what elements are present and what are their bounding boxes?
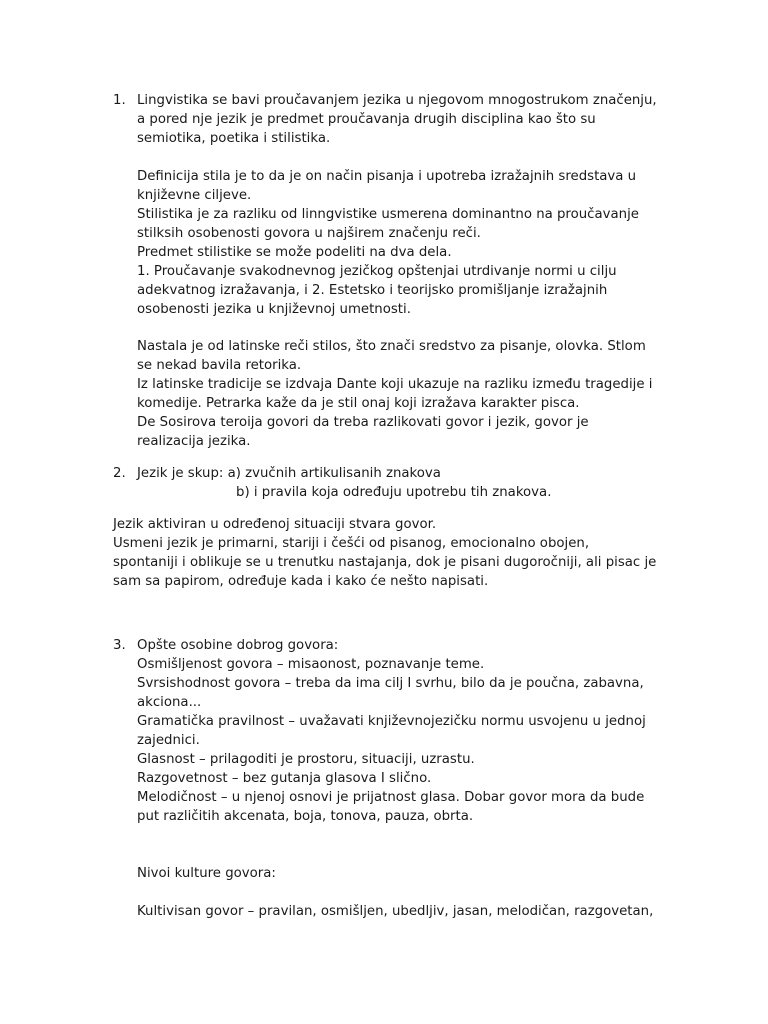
text-line: Svrsishodnost govora – treba da ima cilj I svrhu, bilo da je poučna, zabavna,: [137, 676, 644, 691]
list-number-3: 3.: [113, 638, 126, 653]
text-line: Lingvistika se bavi proučavanjem jezika u njegovom mnogostrukom značenju,: [137, 93, 657, 108]
text-line: stilksih osobenosti govora u najširem značenju reči.: [137, 226, 481, 241]
list-number-2: 2.: [113, 466, 126, 481]
text-line: adekvatnog izražavanja, i 2. Estetsko i teorijsko promišljanje izražajnih: [137, 283, 608, 298]
text-line: osobenosti jezika u književnoj umetnosti.: [137, 302, 411, 317]
text-line: komedije. Petrarka kaže da je stil onaj koji izražava karakter pisca.: [137, 396, 580, 411]
text-line: Opšte osobine dobrog govora:: [137, 638, 339, 653]
text-line: književne ciljeve.: [137, 188, 252, 203]
section-heading: Nivoi kulture govora:: [137, 866, 276, 881]
text-line: se nekad bavila retorika.: [137, 358, 302, 373]
text-line: sam sa papirom, određuje kada i kako će nešto napisati.: [113, 574, 489, 589]
text-line: Predmet stilistike se može podeliti na dva dela.: [137, 245, 452, 260]
text-line: b) i pravila koja određuju upotrebu tih znakova.: [236, 485, 552, 500]
text-line: Definicija stila je to da je on način pisanja i upotreba izražajnih sredstava u: [137, 169, 637, 184]
text-line: Glasnost – prilagoditi je prostoru, situaciji, uzrastu.: [137, 752, 475, 767]
text-line: Gramatička pravilnost – uvažavati književnojezičku normu usvojenu u jednoj: [137, 714, 646, 729]
text-line: Iz latinske tradicije se izdvaja Dante koji ukazuje na razliku između tragedije i: [137, 377, 653, 392]
text-line: Usmeni jezik je primarni, stariji i češći od pisanog, emocionalno obojen,: [113, 536, 590, 551]
text-line: Osmišljenost govora – misaonost, poznavanje teme.: [137, 657, 485, 672]
text-line: Stilistika je za razliku od linngvistike usmerena dominantno na proučavanje: [137, 207, 639, 222]
text-line: 1. Proučavanje svakodnevnog jezičkog opštenjai utrdivanje normi u cilju: [137, 264, 617, 279]
text-line: Jezik je skup: a) zvučnih artikulisanih znakova: [137, 466, 441, 481]
text-line: semiotika, poetika i stilistika.: [137, 131, 331, 146]
text-line: Nastala je od latinske reči stilos, što znači sredstvo za pisanje, olovka. Stlom: [137, 339, 646, 354]
text-line: Kultivisan govor – pravilan, osmišljen, ubedljiv, jasan, melodičan, razgovetan,: [137, 904, 654, 919]
text-line: a pored nje jezik je predmet proučavanja drugih disciplina kao što su: [137, 112, 596, 127]
text-line: put različitih akcenata, boja, tonova, pauza, obrta.: [137, 809, 474, 824]
text-line: zajednici.: [137, 733, 200, 748]
text-line: Razgovetnost – bez gutanja glasova I slično.: [137, 771, 432, 786]
list-number-1: 1.: [113, 93, 126, 108]
text-line: spontaniji i oblikuje se u trenutku nastajanja, dok je pisani dugoročniji, ali pisac je: [113, 555, 657, 570]
text-line: De Sosirova teroija govori da treba razlikovati govor i jezik, govor je: [137, 415, 589, 430]
text-line: Melodičnost – u njenoj osnovi je prijatnost glasa. Dobar govor mora da bude: [137, 790, 645, 805]
text-line: akciona...: [137, 695, 202, 710]
text-line: Jezik aktiviran u određenoj situaciji stvara govor.: [113, 517, 437, 532]
text-line: realizacija jezika.: [137, 434, 251, 449]
